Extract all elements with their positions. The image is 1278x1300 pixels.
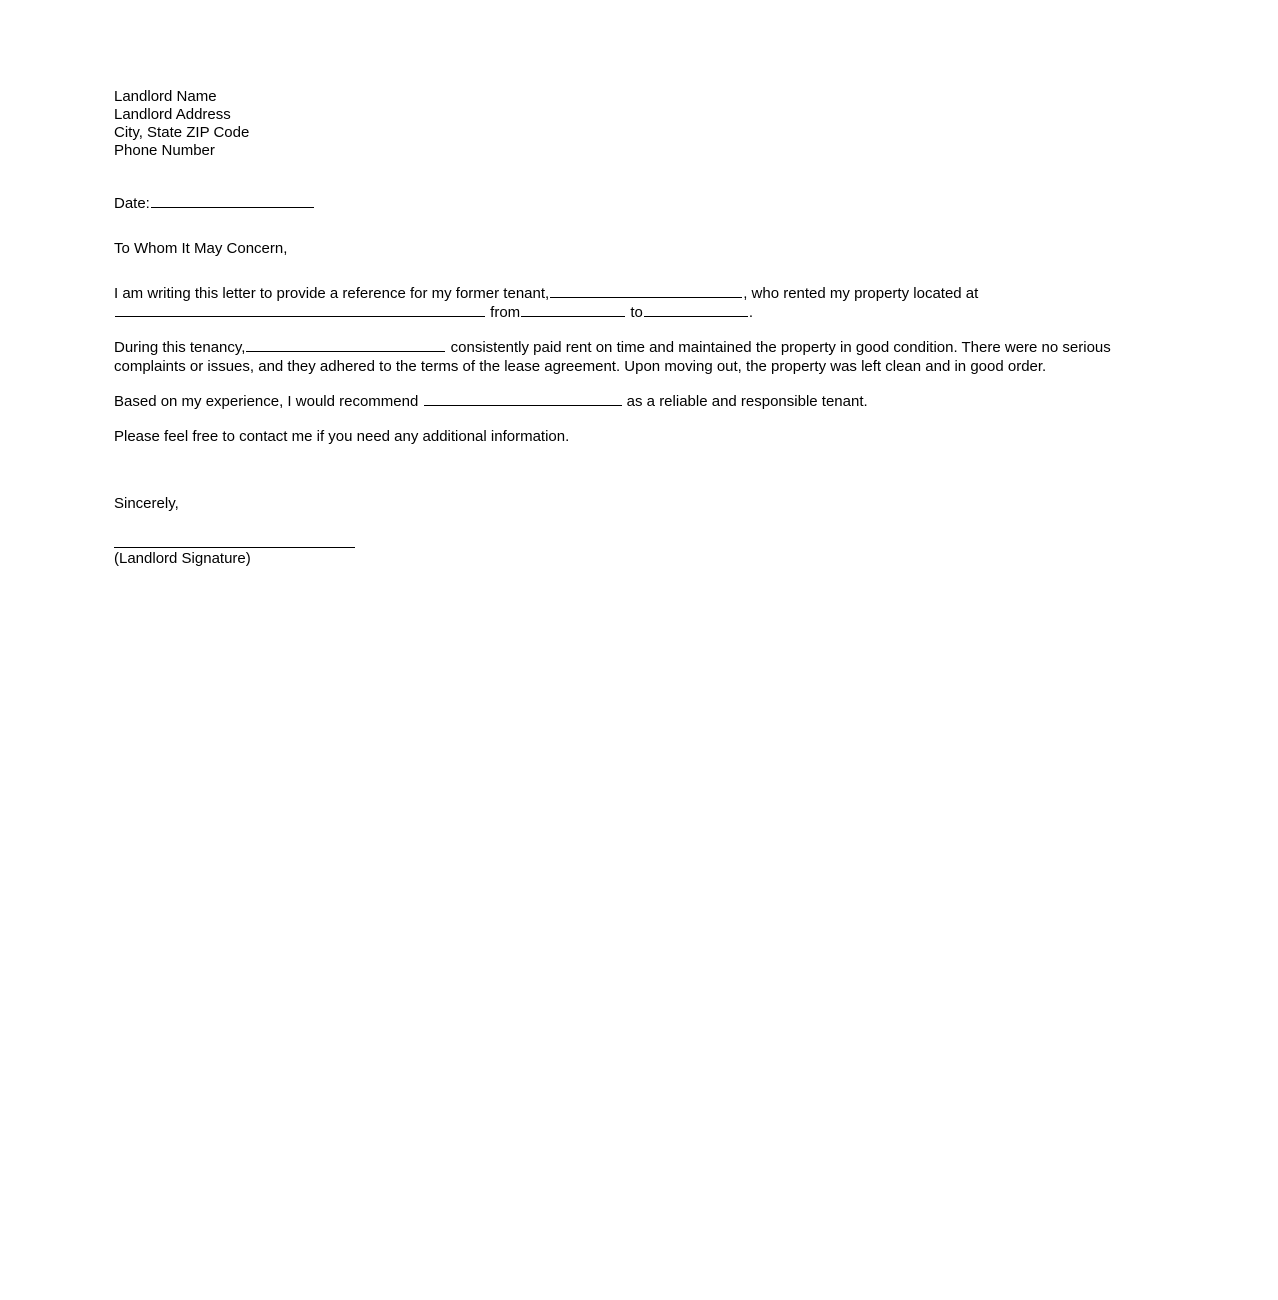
signature-caption: (Landlord Signature) [114,550,251,567]
spacer [114,213,1164,239]
landlord-city-state-zip: City, State ZIP Code [114,124,250,141]
paragraph1-text-from: from [490,304,521,321]
paragraph-reference-intro [114,284,1164,322]
spacer [114,376,1164,392]
paragraph1-text-period: . [748,304,754,321]
property-address-blank-field[interactable] [115,303,485,317]
paragraph1-text-part2: , who rented my property located at [743,285,979,302]
paragraph3-text-part1: Based on my experience, I would recommend [114,393,419,410]
landlord-name: Landlord Name [114,88,217,105]
salutation: To Whom It May Concern, [114,240,288,257]
spacer [114,513,1164,547]
signature-block [114,547,1164,568]
paragraph2-text-part1: During this tenancy, [114,339,246,356]
tenant-name-blank-field[interactable] [550,284,742,298]
paragraph1-text-part1: I am writing this letter to provide a reference for my former tenant, [114,285,550,302]
letter-body [114,88,1164,568]
spacer [114,258,1164,284]
paragraph3-text-part2: as a reliable and responsible tenant. [626,393,868,410]
sender-address-block [114,88,1164,160]
landlord-phone: Phone Number [114,142,215,159]
paragraph2-text-part2: consistently paid rent on time and maintained the property in good condition. There were no serious complaints or issues, and they adhered to the terms of the lease agreement. Upon moving out, the property was left clean and in good order. [114,339,1111,375]
spacer [114,322,1164,338]
paragraph-tenancy-conduct [114,338,1164,376]
signature-line[interactable] [114,547,355,548]
spacer [114,160,1164,194]
lease-start-date-blank-field[interactable] [521,303,625,317]
lease-end-date-blank-field[interactable] [644,303,748,317]
valediction: Sincerely, [114,495,179,512]
tenant-name-blank-field-3[interactable] [424,392,622,406]
date-label: Date: [114,195,150,212]
paragraph-contact-offer: Please feel free to contact me if you need any additional information. [114,428,570,445]
paragraph1-text-to: to [630,304,643,321]
date-blank-field[interactable] [151,194,314,208]
landlord-address: Landlord Address [114,106,231,123]
tenant-name-blank-field-2[interactable] [246,338,445,352]
spacer [114,411,1164,427]
spacer [114,446,1164,494]
date-line [114,194,1164,213]
paragraph-recommendation [114,392,1164,411]
